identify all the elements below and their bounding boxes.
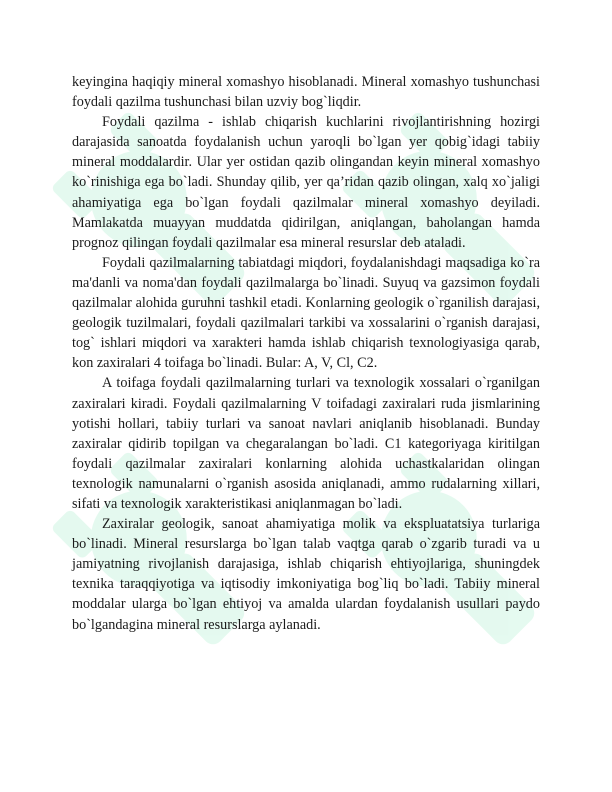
paragraph: Foydali qazilma - ishlab chiqarish kuchlarini rivojlantirishning hozirgi darajasida sanoatda foydalanish uchun yaroqli bo`lgan yer qobig`idagi tabiiy mineral moddalardir. Ular yer ostidan qazib olingandan keyin mineral xomashyo ko`rinishiga ega bo`ladi. Shunday qilib, yer qa’ridan qazib olingan, xalq xo`jaligi ahamiyatiga ega bo`lgan foydali qazilmalar mineral xomashyo deyiladi. Mamlakatda muayyan muddatda qidirilgan, aniqlangan, baholangan hamda prognoz qilingan foydali qazilmalar esa mineral resurslar deb ataladi. <box>72 114 540 251</box>
paragraph: Foydali qazilmalarning tabiatdagi miqdori, foydalanishdagi maqsadiga ko`ra ma'danli va noma'dan foydali qazilmalarga bo`linadi. Suyuq va gazsimon foydali qazilmalar alohida guruhni tashkil etadi. Konlarning geologik o`rganilish darajasi, geologik tuzilmalari, foydali qazilmalari tarkibi va xossalarini o`rganish darajasi, tog` ishlari miqdori va xarakteri hamda ishlab chiqarish texnologiyasiga qarab, kon zaxiralari 4 toifaga bo`linadi. Bular: A, V, Cl, C2. <box>72 254 540 372</box>
paragraph: Zaxiralar geologik, sanoat ahamiyatiga molik va ekspluatatsiya turlariga bo`linadi. Mineral resurslarga bo`lgan talab vaqtga qarab o`zgarib turadi va u jamiyatning rivojlanish darajasiga, ishlab chiqarish ehtiyojlariga, shuningdek texnika taraqqiyotiga va iqtisodiy imkoniyatiga bog`liq bo`ladi. Tabiiy mineral moddalar ularga bo`lgan ehtiyoj va amalda ulardan foydalanish usullari paydo bo`lgandagina mineral resurslarga aylanadi. <box>72 516 540 633</box>
paragraph: keyingina haqiqiy mineral xomashyo hisoblanadi. Mineral xomashyo tushunchasi foydali qazilma tushunchasi bilan uzviy bog`liqdir. <box>72 74 540 111</box>
document-body <box>72 72 540 635</box>
paragraph: A toifaga foydali qazilmalarning turlari va texnologik xossalari o`rganilgan zaxiralari kiradi. Foydali qazilmalarning V toifadagi zaxiralari ruda jismlarining yotishi hollari, tabiiy turlari va sanoat navlari aniqlanib hisoblanadi. Bunday zaxiralar qidirib topilgan va chegaralangan bo`ladi. C1 kategoriyaga kiritilgan foydali qazilmalar zaxiralari konlarning alohida uchastkalaridan olingan texnologik namunalarni o`rganish asosida aniqlanadi, ammo rudalarning xillari, sifati va texnologik xarakteristikasi aniqlanmagan bo`ladi. <box>72 375 540 512</box>
